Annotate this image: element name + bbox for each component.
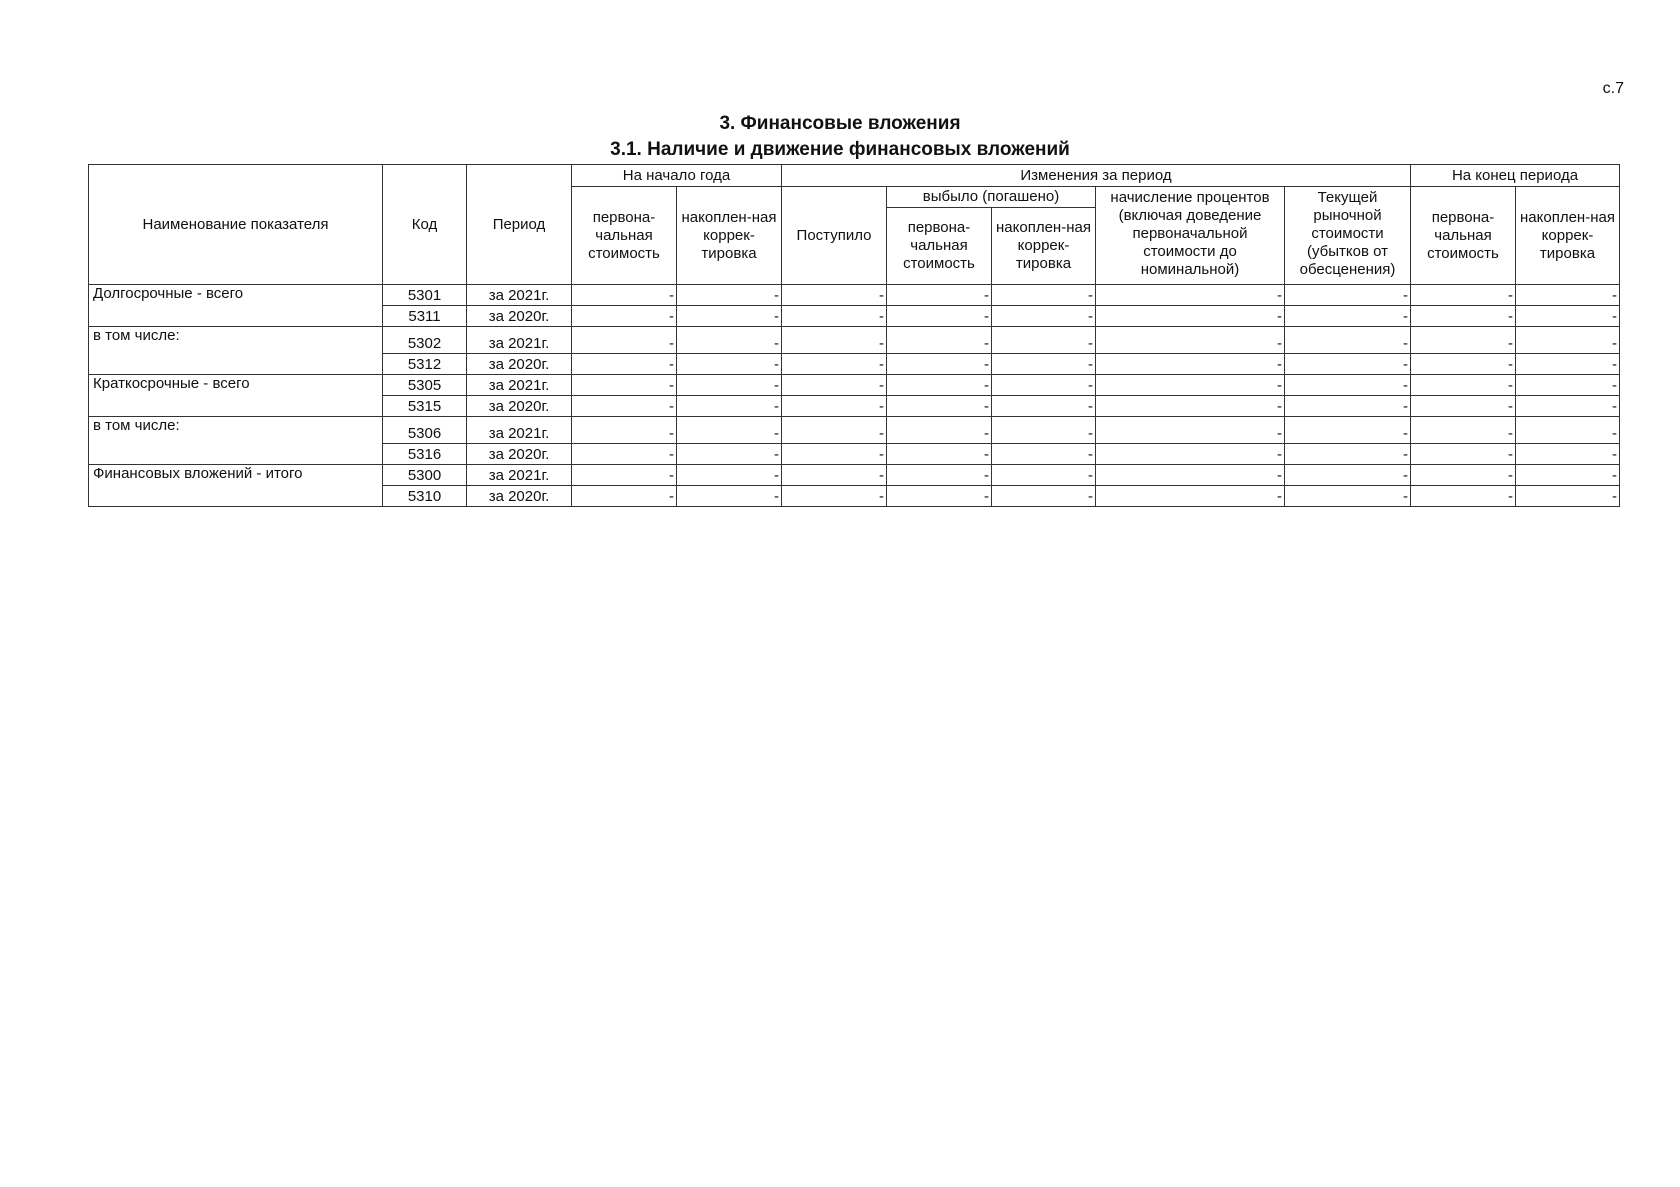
row-value: - [992,396,1096,417]
row-value: - [677,396,782,417]
row-value: - [677,306,782,327]
header-end-acc-adjust: накоплен-ная коррек-тировка [1516,187,1620,285]
row-value: - [887,306,992,327]
row-value: - [992,285,1096,306]
row-value: - [1285,375,1411,396]
row-value: - [1096,417,1285,444]
header-start-acc-adjust: накоплен-ная коррек-тировка [677,187,782,285]
row-value: - [677,465,782,486]
row-period: за 2020г. [467,486,572,507]
row-value: - [782,375,887,396]
row-code: 5301 [383,285,467,306]
row-period: за 2020г. [467,444,572,465]
header-end-of-period: На конец периода [1411,165,1620,187]
row-value: - [1096,285,1285,306]
row-name: Долгосрочные - всего [89,285,383,327]
row-value: - [572,465,677,486]
row-value: - [1411,465,1516,486]
row-period: за 2021г. [467,375,572,396]
row-value: - [782,465,887,486]
row-value: - [1285,465,1411,486]
row-value: - [677,375,782,396]
row-value: - [1285,417,1411,444]
row-period: за 2020г. [467,306,572,327]
row-value: - [1096,444,1285,465]
row-period: за 2020г. [467,396,572,417]
row-value: - [677,486,782,507]
row-value: - [1516,444,1620,465]
row-code: 5316 [383,444,467,465]
row-value: - [992,486,1096,507]
row-value: - [1285,444,1411,465]
section-title: 3. Финансовые вложения [719,113,961,134]
header-disposed-acc-adjust: накоплен-ная коррек-тировка [992,208,1096,285]
row-value: - [1096,375,1285,396]
row-value: - [1516,375,1620,396]
row-value: - [572,486,677,507]
row-period: за 2021г. [467,465,572,486]
table-row [89,375,1620,396]
header-received: Поступило [782,187,887,285]
row-value: - [782,417,887,444]
row-value: - [677,285,782,306]
row-value: - [1096,396,1285,417]
row-value: - [992,375,1096,396]
row-value: - [572,417,677,444]
row-value: - [572,285,677,306]
row-value: - [887,486,992,507]
row-value: - [782,285,887,306]
row-value: - [1411,354,1516,375]
row-value: - [677,444,782,465]
row-value: - [887,444,992,465]
row-code: 5300 [383,465,467,486]
row-value: - [887,375,992,396]
row-name: Краткосрочные - всего [89,375,383,417]
row-value: - [677,354,782,375]
row-value: - [677,417,782,444]
header-start-initial-cost: первона-чальная стоимость [572,187,677,285]
row-value: - [1411,444,1516,465]
header-disposed: выбыло (погашено) [887,187,1096,208]
row-value: - [1096,486,1285,507]
header-start-of-year: На начало года [572,165,782,187]
row-value: - [1411,306,1516,327]
row-period: за 2021г. [467,285,572,306]
row-value: - [1411,486,1516,507]
row-value: - [572,375,677,396]
row-value: - [887,465,992,486]
row-value: - [1516,417,1620,444]
row-value: - [572,444,677,465]
table-row [89,465,1620,486]
row-value: - [572,396,677,417]
row-value: - [1411,375,1516,396]
row-value: - [1285,486,1411,507]
row-value: - [887,396,992,417]
row-name: в том числе: [89,327,383,375]
row-value: - [887,417,992,444]
row-value: - [887,285,992,306]
header-market-value: Текущей рыночной стоимости (убытков от обесценения) [1285,187,1411,285]
row-value: - [1411,396,1516,417]
row-value: - [1411,327,1516,354]
row-value: - [992,444,1096,465]
row-value: - [1096,465,1285,486]
row-name: в том числе: [89,417,383,465]
header-period: Период [467,165,572,285]
row-value: - [1516,396,1620,417]
header-interest: начисление процентов (включая доведение первоначальной стоимости до номинальной) [1096,187,1285,285]
row-value: - [1516,486,1620,507]
row-period: за 2021г. [467,327,572,354]
row-value: - [1411,417,1516,444]
header-end-initial-cost: первона-чальная стоимость [1411,187,1516,285]
row-value: - [1285,285,1411,306]
row-code: 5312 [383,354,467,375]
row-value: - [1285,396,1411,417]
row-value: - [1516,306,1620,327]
row-value: - [992,354,1096,375]
row-value: - [1285,306,1411,327]
header-name: Наименование показателя [89,165,383,285]
row-period: за 2020г. [467,354,572,375]
row-value: - [1096,306,1285,327]
row-value: - [572,327,677,354]
row-value: - [1411,285,1516,306]
row-code: 5310 [383,486,467,507]
table-row [89,327,1620,354]
row-value: - [782,354,887,375]
section-subtitle: 3.1. Наличие и движение финансовых вложений [610,139,1070,160]
row-value: - [992,327,1096,354]
row-value: - [1285,327,1411,354]
row-value: - [887,354,992,375]
table-row [89,285,1620,306]
row-code: 5302 [383,327,467,354]
row-code: 5315 [383,396,467,417]
row-value: - [1285,354,1411,375]
row-value: - [782,444,887,465]
row-period: за 2021г. [467,417,572,444]
row-value: - [992,306,1096,327]
row-value: - [992,465,1096,486]
row-value: - [782,486,887,507]
row-value: - [1096,354,1285,375]
row-name: Финансовых вложений - итого [89,465,383,507]
header-disposed-initial-cost: первона-чальная стоимость [887,208,992,285]
row-value: - [572,306,677,327]
row-value: - [572,354,677,375]
row-value: - [1516,285,1620,306]
row-code: 5305 [383,375,467,396]
row-value: - [992,417,1096,444]
row-value: - [782,396,887,417]
financial-investments-table [88,164,1620,507]
row-value: - [1516,354,1620,375]
row-value: - [782,327,887,354]
row-value: - [887,327,992,354]
row-value: - [1096,327,1285,354]
row-code: 5311 [383,306,467,327]
row-value: - [1516,327,1620,354]
page-number: с.7 [1602,80,1624,97]
row-value: - [677,327,782,354]
header-code: Код [383,165,467,285]
row-code: 5306 [383,417,467,444]
row-value: - [1516,465,1620,486]
row-value: - [782,306,887,327]
table-row [89,417,1620,444]
header-changes: Изменения за период [782,165,1411,187]
